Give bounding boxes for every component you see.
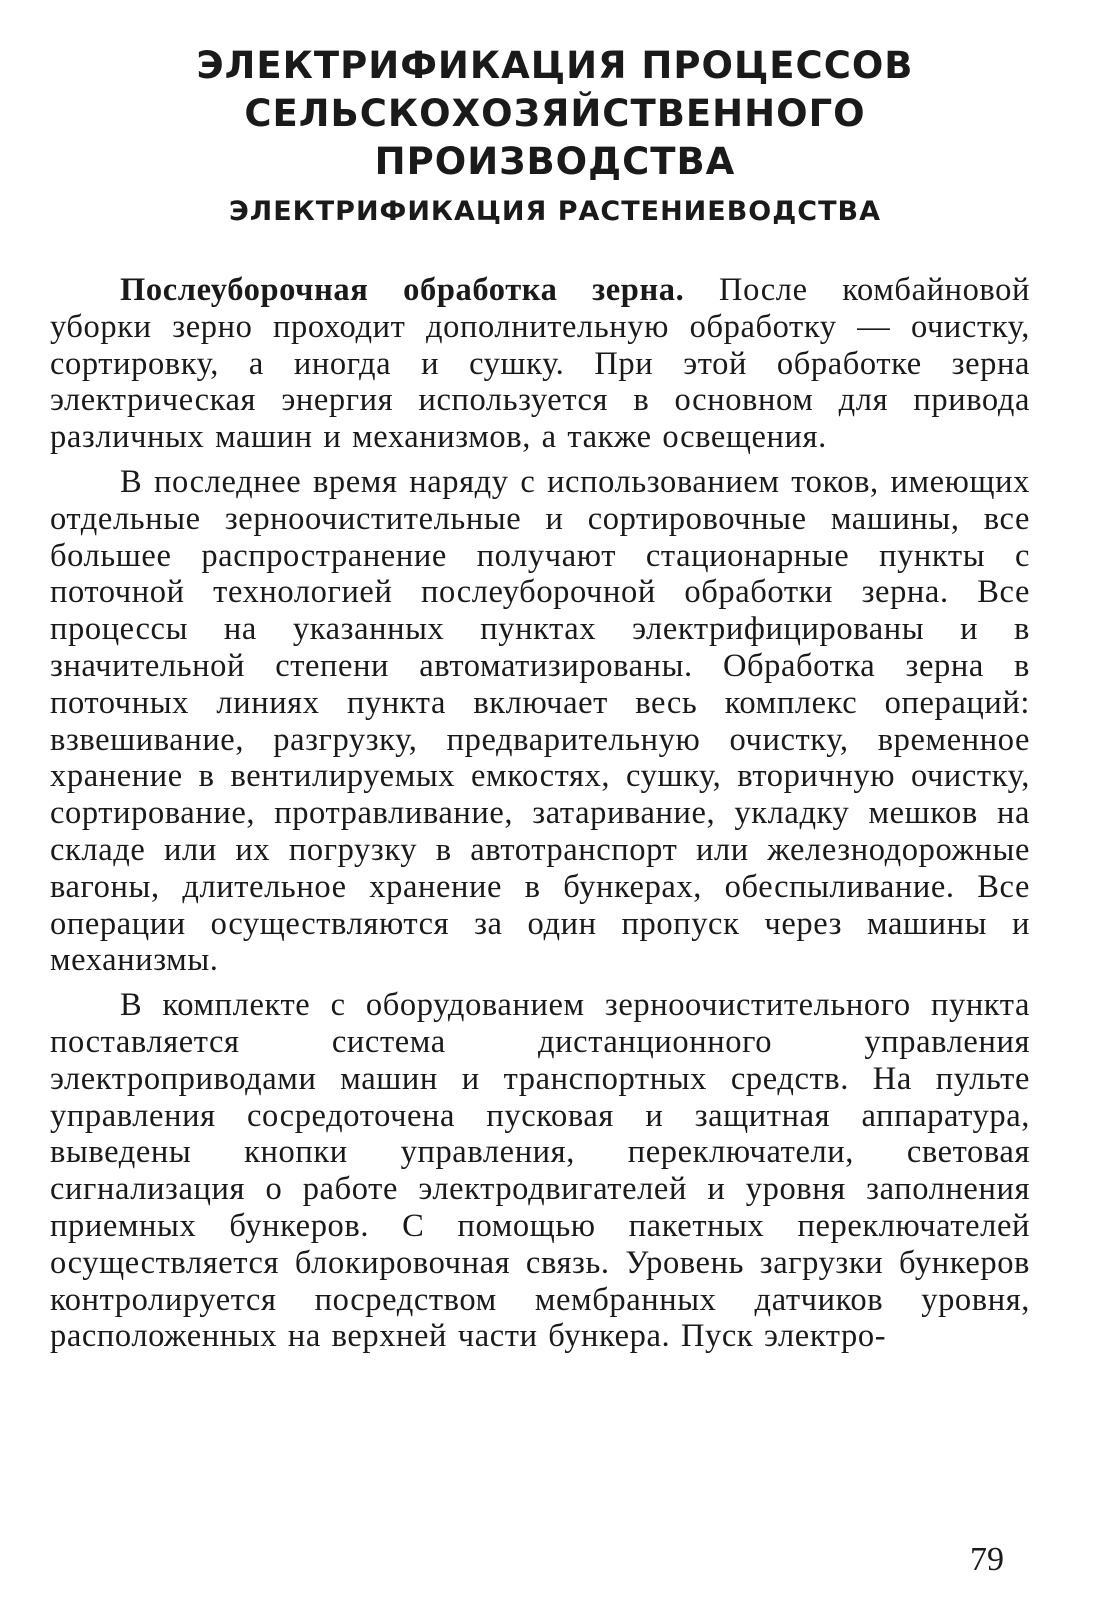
paragraph-1 (50, 272, 1030, 456)
chapter-title-line-1: ЭЛЕКТРИФИКАЦИЯ ПРОЦЕССОВ (196, 44, 914, 87)
paragraph-1-lead: Послеуборочная обработка зерна. (120, 272, 685, 308)
chapter-title-line-2: СЕЛЬСКОХОЗЯЙСТВЕННОГО ПРОИЗВОДСТВА (244, 92, 866, 183)
paragraph-1-text: После комбайновой уборки зерно проходит дополнительную обработку — очистку, сортировку, а иногда и сушку. При этой обработке зерна электрическая энергия используется в основном для привода различных машин и механизмов, а также освещения. (50, 272, 1030, 456)
section-title: ЭЛЕКТРИФИКАЦИЯ РАСТЕНИЕВОДСТВА (228, 196, 881, 227)
paragraph-2: В последнее время наряду с использованием токов, имеющих отдельные зерноочистительные и сортировочные машины, все большее распространение получают стационарные пункты с поточной технологией послеуборочной обработки зерна. Все процессы на указанных пунктах электрифицированы и в значительной степени автоматизированы. Обработка зерна в поточных линиях пункта включает весь комплекс операций: взвешивание, разгрузку, предварительную очистку, временное хранение в вентилируемых емкостях, сушку, вторичную очистку, сортирование, протравливание, затаривание, укладку мешков на складе или их погрузку в автотранспорт или железнодорожные вагоны, длительное хранение в бункерах, обеспыливание. Все операции осуществляются за один пропуск через машины и механизмы. (50, 463, 1030, 979)
chapter-title (60, 42, 1050, 186)
body-text (50, 272, 1030, 1363)
page-number: 79 (970, 1541, 1004, 1578)
paragraph-3: В комплекте с оборудованием зерноочистительного пункта поставляется система дистанционного управления электроприводами машин и транспортных средств. На пульте управления сосредоточена пусковая и защитная аппаратура, выведены кнопки управления, переключатели, световая сигнализация о работе электродвигателей и уровня заполнения приемных бункеров. С помощью пакетных переключателей осуществляется блокировочная связь. Уровень загрузки бункеров контролируется посредством мембранных датчиков уровня, расположенных на верхней части бункера. Пуск электро- (50, 987, 1030, 1355)
